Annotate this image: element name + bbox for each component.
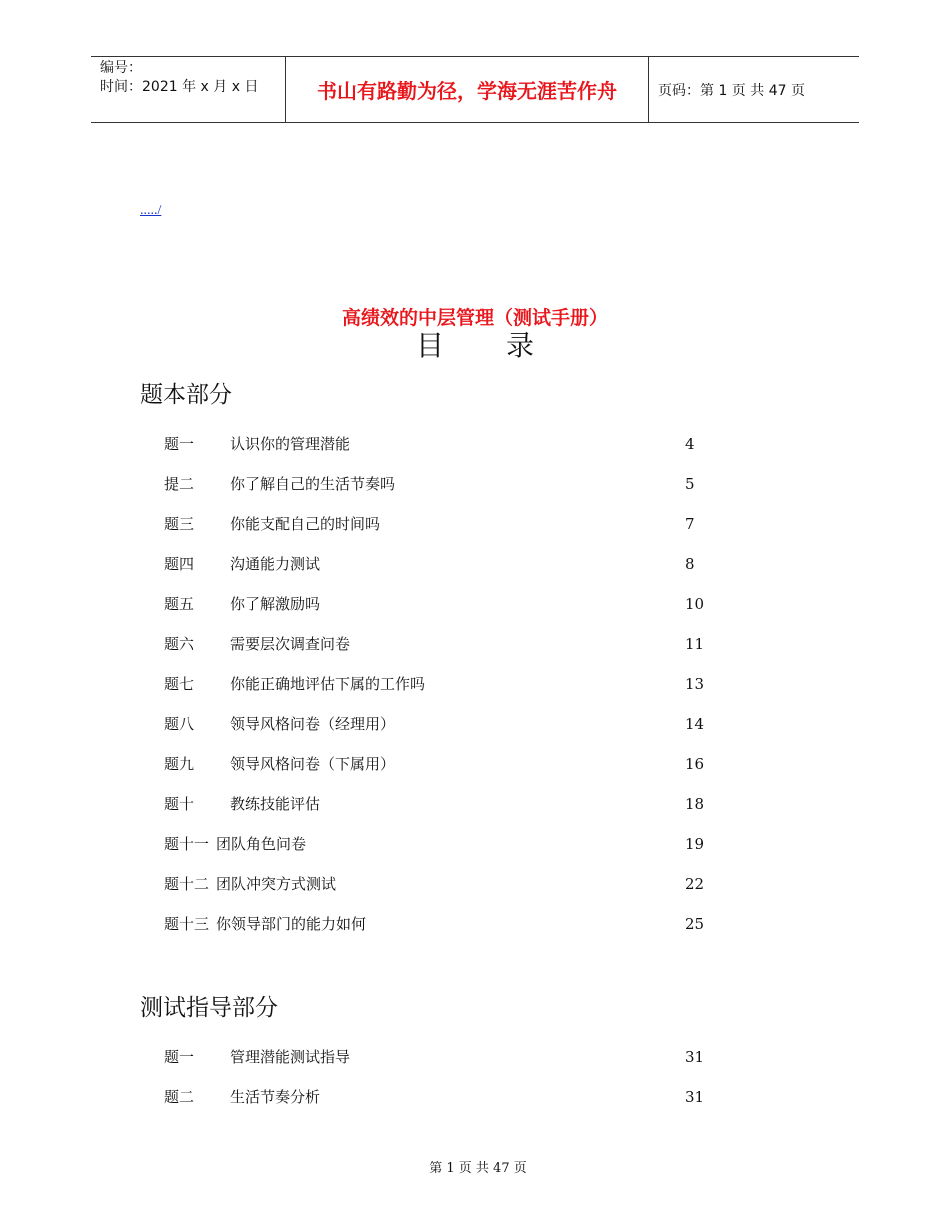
- toc-entry[interactable]: [164, 794, 724, 834]
- number-label: 编号：: [100, 60, 142, 76]
- toc-entry-page: 22: [685, 875, 705, 893]
- toc-entry-title: 领导风格问卷（下属用）: [230, 755, 396, 773]
- toc-entry-page: 13: [685, 675, 705, 693]
- toc-entry-page: 11: [685, 635, 705, 653]
- toc-entry[interactable]: [164, 514, 724, 554]
- toc-entry-page: 19: [685, 835, 705, 853]
- toc-entry-page: 31: [685, 1088, 705, 1106]
- toc-entry[interactable]: [164, 874, 724, 914]
- toc-list-questions: [164, 434, 724, 954]
- toc-entry-title: 团队角色问卷: [216, 835, 307, 853]
- toc-entry[interactable]: [164, 594, 724, 634]
- toc-entry-title: 你了解自己的生活节奏吗: [230, 475, 396, 493]
- toc-entry-number: 提二: [164, 475, 195, 493]
- page-footer: 第 1 页 共 47 页: [429, 1161, 527, 1176]
- toc-entry-page: 16: [685, 755, 705, 773]
- toc-entry-title: 教练技能评估: [230, 795, 321, 813]
- section-title-guidance: 测试指导部分: [140, 995, 278, 1021]
- toc-entry-number: 题十: [164, 795, 195, 813]
- toc-entry-title: 需要层次调查问卷: [230, 635, 351, 653]
- toc-entry-number: 题二: [164, 1088, 195, 1106]
- toc-entry-title: 你能正确地评估下属的工作吗: [230, 675, 426, 693]
- toc-entry[interactable]: [164, 754, 724, 794]
- toc-heading: 目录: [415, 329, 596, 362]
- toc-entry-title: 生活节奏分析: [230, 1088, 321, 1106]
- toc-list-guidance: [164, 1047, 724, 1127]
- toc-entry-page: 7: [685, 515, 695, 533]
- toc-entry[interactable]: [164, 714, 724, 754]
- toc-entry-title: 你能支配自己的时间吗: [230, 515, 381, 533]
- toc-entry[interactable]: [164, 1087, 724, 1127]
- toc-entry-number: 题三: [164, 515, 195, 533]
- toc-entry[interactable]: [164, 914, 724, 954]
- toc-entry[interactable]: [164, 634, 724, 674]
- toc-entry-number: 题七: [164, 675, 195, 693]
- toc-entry-page: 31: [685, 1048, 705, 1066]
- header-meta: [91, 57, 286, 122]
- toc-entry-page: 8: [685, 555, 695, 573]
- header-motto: 书山有路勤为径，学海无涯苦作舟: [286, 57, 649, 122]
- header-page-info: 页码：第 1 页 共 47 页: [658, 82, 805, 99]
- document-link[interactable]: ...../: [140, 203, 162, 218]
- toc-entry-number: 题六: [164, 635, 195, 653]
- toc-entry[interactable]: [164, 474, 724, 514]
- toc-entry[interactable]: [164, 674, 724, 714]
- toc-entry-number: 题九: [164, 755, 195, 773]
- section-title-questions: 题本部分: [140, 382, 232, 408]
- toc-entry-page: 5: [685, 475, 695, 493]
- toc-entry[interactable]: [164, 834, 724, 874]
- toc-entry-title: 领导风格问卷（经理用）: [230, 715, 396, 733]
- document-title: 高绩效的中层管理（测试手册）: [341, 307, 608, 329]
- toc-entry-title: 你了解激励吗: [230, 595, 321, 613]
- toc-entry[interactable]: [164, 1047, 724, 1087]
- toc-entry-number: 题十一: [164, 835, 210, 853]
- toc-entry-title: 认识你的管理潜能: [230, 435, 351, 453]
- toc-entry-page: 10: [685, 595, 705, 613]
- toc-entry-number: 题四: [164, 555, 195, 573]
- toc-entry-number: 题一: [164, 435, 195, 453]
- toc-entry-page: 14: [685, 715, 705, 733]
- toc-entry-title: 沟通能力测试: [230, 555, 321, 573]
- toc-entry-number: 题五: [164, 595, 195, 613]
- toc-entry-number: 题十三: [164, 915, 210, 933]
- toc-entry-page: 18: [685, 795, 705, 813]
- toc-entry-title: 你领导部门的能力如何: [216, 915, 367, 933]
- toc-entry-title: 团队冲突方式测试: [216, 875, 337, 893]
- time-label: 时间：2021 年 x 月 x 日: [100, 79, 259, 95]
- toc-entry-number: 题一: [164, 1048, 195, 1066]
- toc-entry[interactable]: [164, 434, 724, 474]
- toc-entry-title: 管理潜能测试指导: [230, 1048, 351, 1066]
- toc-entry-number: 题十二: [164, 875, 210, 893]
- toc-entry-page: 25: [685, 915, 705, 933]
- page-header: [91, 56, 859, 123]
- toc-entry-page: 4: [685, 435, 695, 453]
- toc-entry-number: 题八: [164, 715, 195, 733]
- toc-entry[interactable]: [164, 554, 724, 594]
